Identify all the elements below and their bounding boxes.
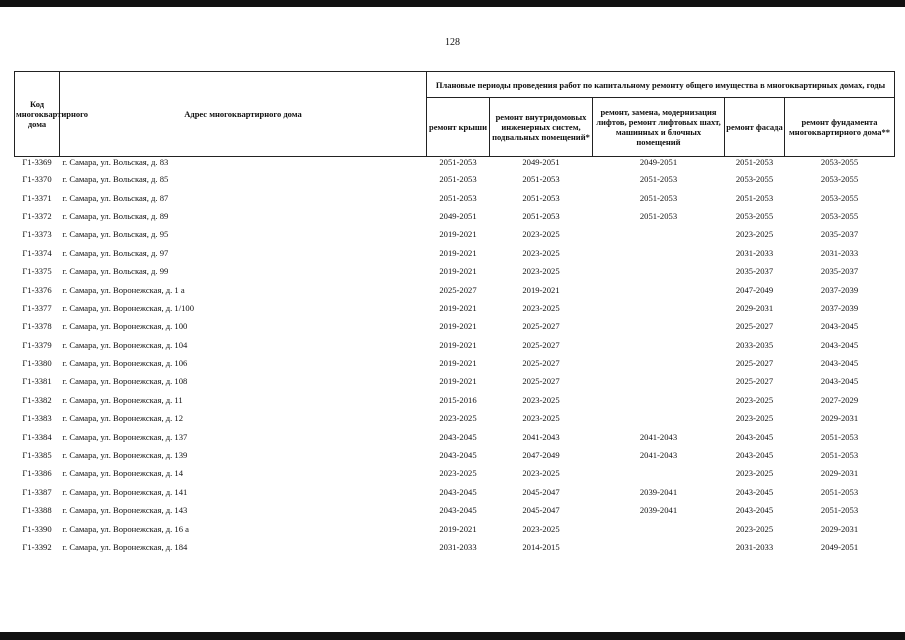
address-cell: г. Самара, ул. Воронежская, д. 143 <box>62 505 188 516</box>
code-cell: Г1-3390 <box>22 523 52 534</box>
foundation-cell: 2049-2051 <box>820 542 859 552</box>
lifts-cell <box>593 409 725 427</box>
header-lifts-repair: ремонт, замена, модернизация лифтов, ремонт лифтовых шахт, машинных и блочных помещений <box>593 98 725 157</box>
lifts-cell <box>593 299 725 317</box>
systems-cell: 2025-2027 <box>522 321 560 332</box>
code-cell: Г1-3386 <box>22 468 52 479</box>
table-row <box>15 501 895 519</box>
address-cell: г. Самара, ул. Воронежская, д. 106 <box>62 358 188 369</box>
lifts-cell: 2041-2043 <box>639 450 678 461</box>
table-row <box>15 157 895 171</box>
table-body <box>15 157 895 557</box>
lifts-cell: 2051-2053 <box>639 210 678 221</box>
systems-cell: 2023-2025 <box>522 413 560 424</box>
address-cell: г. Самара, ул. Воронежская, д. 184 <box>62 542 188 552</box>
roof-cell: 2043-2045 <box>439 486 477 497</box>
foundation-cell: 2043-2045 <box>820 358 859 369</box>
lifts-cell <box>593 464 725 482</box>
facade-cell: 2043-2045 <box>735 450 774 461</box>
lifts-cell <box>593 354 725 372</box>
roof-cell: 2031-2033 <box>439 542 477 552</box>
address-cell: г. Самара, ул. Воронежская, д. 16 а <box>62 523 189 534</box>
systems-cell: 2023-2025 <box>522 468 560 479</box>
roof-cell: 2023-2025 <box>439 413 477 424</box>
facade-cell: 2025-2027 <box>735 321 774 332</box>
facade-cell: 2047-2049 <box>735 284 774 295</box>
roof-cell: 2019-2021 <box>439 376 477 387</box>
address-cell: г. Самара, ул. Воронежская, д. 100 <box>62 321 188 332</box>
systems-cell: 2045-2047 <box>522 486 560 497</box>
foundation-cell: 2051-2053 <box>820 505 859 516</box>
code-cell: Г1-3377 <box>22 302 52 313</box>
roof-cell: 2023-2025 <box>439 468 477 479</box>
table-row <box>15 409 895 427</box>
systems-cell: 2047-2049 <box>522 450 560 461</box>
code-cell: Г1-3388 <box>22 505 52 516</box>
systems-cell: 2051-2053 <box>522 210 560 221</box>
table-row <box>15 336 895 354</box>
table-row <box>15 188 895 206</box>
foundation-cell: 2029-2031 <box>820 413 859 424</box>
facade-cell: 2035-2037 <box>735 266 774 277</box>
roof-cell: 2051-2053 <box>439 174 477 185</box>
foundation-cell: 2029-2031 <box>820 523 859 534</box>
roof-cell: 2019-2021 <box>439 247 477 258</box>
roof-cell: 2015-2016 <box>439 394 477 405</box>
foundation-cell: 2031-2033 <box>820 247 859 258</box>
foundation-cell: 2043-2045 <box>820 339 859 350</box>
systems-cell: 2025-2027 <box>522 339 560 350</box>
roof-cell: 2019-2021 <box>439 321 477 332</box>
foundation-cell: 2053-2055 <box>820 192 859 203</box>
table-row <box>15 372 895 390</box>
table-row <box>15 280 895 298</box>
code-cell: Г1-3379 <box>22 339 52 350</box>
address-cell: г. Самара, ул. Воронежская, д. 1/100 <box>62 302 194 313</box>
address-cell: г. Самара, ул. Воронежская, д. 137 <box>62 431 188 442</box>
systems-cell: 2014-2015 <box>522 542 560 552</box>
facade-cell: 2043-2045 <box>735 505 774 516</box>
lifts-cell <box>593 391 725 409</box>
top-border-bar <box>0 0 905 7</box>
systems-cell: 2023-2025 <box>522 302 560 313</box>
facade-cell: 2025-2027 <box>735 376 774 387</box>
lifts-cell <box>593 372 725 390</box>
address-cell: г. Самара, ул. Вольская, д. 83 <box>62 157 169 167</box>
address-cell: г. Самара, ул. Воронежская, д. 108 <box>62 376 188 387</box>
lifts-cell <box>593 519 725 537</box>
foundation-cell: 2029-2031 <box>820 468 859 479</box>
facade-cell: 2023-2025 <box>735 523 774 534</box>
table-row <box>15 317 895 335</box>
foundation-cell: 2053-2055 <box>820 157 859 167</box>
facade-cell: 2031-2033 <box>735 247 774 258</box>
roof-cell: 2051-2053 <box>439 192 477 203</box>
foundation-cell: 2037-2039 <box>820 302 859 313</box>
foundation-cell: 2051-2053 <box>820 431 859 442</box>
code-cell: Г1-3374 <box>22 247 52 258</box>
code-cell: Г1-3387 <box>22 486 52 497</box>
roof-cell: 2049-2051 <box>439 210 477 221</box>
address-cell: г. Самара, ул. Воронежская, д. 141 <box>62 486 188 497</box>
lifts-cell: 2041-2043 <box>639 431 678 442</box>
roof-cell: 2019-2021 <box>439 266 477 277</box>
facade-cell: 2025-2027 <box>735 358 774 369</box>
address-cell: г. Самара, ул. Вольская, д. 85 <box>62 174 169 185</box>
address-cell: г. Самара, ул. Вольская, д. 89 <box>62 210 169 221</box>
foundation-cell: 2043-2045 <box>820 376 859 387</box>
table-row <box>15 483 895 501</box>
facade-cell: 2023-2025 <box>735 394 774 405</box>
header-facade-repair: ремонт фасада <box>725 98 785 157</box>
lifts-cell <box>593 317 725 335</box>
code-cell: Г1-3375 <box>22 266 52 277</box>
roof-cell: 2043-2045 <box>439 431 477 442</box>
facade-cell: 2033-2035 <box>735 339 774 350</box>
table-row <box>15 538 895 556</box>
systems-cell: 2023-2025 <box>522 247 560 258</box>
lifts-cell: 2049-2051 <box>639 157 678 167</box>
facade-cell: 2043-2045 <box>735 486 774 497</box>
address-cell: г. Самара, ул. Воронежская, д. 139 <box>62 450 188 461</box>
header-planned-periods: Плановые периоды проведения работ по капитальному ремонту общего имущества в многоквартирных домах, годы <box>427 72 895 98</box>
facade-cell: 2043-2045 <box>735 431 774 442</box>
facade-cell: 2023-2025 <box>735 413 774 424</box>
systems-cell: 2051-2053 <box>522 192 560 203</box>
code-cell: Г1-3392 <box>22 542 52 552</box>
foundation-cell: 2051-2053 <box>820 486 859 497</box>
roof-cell: 2043-2045 <box>439 505 477 516</box>
capital-repair-table <box>14 71 895 556</box>
address-cell: г. Самара, ул. Воронежская, д. 14 <box>62 468 184 479</box>
page-number: 128 <box>445 37 460 48</box>
roof-cell: 2019-2021 <box>439 302 477 313</box>
systems-cell: 2025-2027 <box>522 376 560 387</box>
roof-cell: 2025-2027 <box>439 284 477 295</box>
address-cell: г. Самара, ул. Воронежская, д. 1 а <box>62 284 185 295</box>
code-cell: Г1-3383 <box>22 413 52 424</box>
table-row <box>15 225 895 243</box>
foundation-cell: 2053-2055 <box>820 210 859 221</box>
systems-cell: 2041-2043 <box>522 431 560 442</box>
table-row <box>15 207 895 225</box>
table-row <box>15 391 895 409</box>
facade-cell: 2029-2031 <box>735 302 774 313</box>
facade-cell: 2051-2053 <box>735 192 774 203</box>
code-cell: Г1-3372 <box>22 210 52 221</box>
roof-cell: 2051-2053 <box>439 157 477 167</box>
systems-cell: 2023-2025 <box>522 394 560 405</box>
lifts-cell <box>593 280 725 298</box>
code-cell: Г1-3371 <box>22 192 52 203</box>
address-cell: г. Самара, ул. Воронежская, д. 12 <box>62 413 184 424</box>
code-cell: Г1-3369 <box>22 157 52 167</box>
address-cell: г. Самара, ул. Вольская, д. 99 <box>62 266 169 277</box>
foundation-cell: 2051-2053 <box>820 450 859 461</box>
table-row <box>15 427 895 445</box>
facade-cell: 2023-2025 <box>735 229 774 240</box>
code-cell: Г1-3378 <box>22 321 52 332</box>
lifts-cell: 2039-2041 <box>639 486 678 497</box>
roof-cell: 2019-2021 <box>439 229 477 240</box>
foundation-cell: 2053-2055 <box>820 174 859 185</box>
table-row <box>15 519 895 537</box>
code-cell: Г1-3381 <box>22 376 52 387</box>
roof-cell: 2043-2045 <box>439 450 477 461</box>
code-cell: Г1-3376 <box>22 284 52 295</box>
table-row <box>15 262 895 280</box>
header-code: Код многоквартирного дома <box>15 72 60 157</box>
foundation-cell: 2037-2039 <box>820 284 859 295</box>
systems-cell: 2051-2053 <box>522 174 560 185</box>
lifts-cell <box>593 336 725 354</box>
table-row <box>15 299 895 317</box>
code-cell: Г1-3385 <box>22 450 52 461</box>
table-row <box>15 244 895 262</box>
table-row <box>15 170 895 188</box>
address-cell: г. Самара, ул. Вольская, д. 95 <box>62 229 169 240</box>
lifts-cell: 2039-2041 <box>639 505 678 516</box>
code-cell: Г1-3373 <box>22 229 52 240</box>
facade-cell: 2051-2053 <box>735 157 774 167</box>
address-cell: г. Самара, ул. Вольская, д. 97 <box>62 247 169 258</box>
facade-cell: 2023-2025 <box>735 468 774 479</box>
code-cell: Г1-3370 <box>22 174 52 185</box>
address-cell: г. Самара, ул. Вольская, д. 87 <box>62 192 169 203</box>
table-row <box>15 446 895 464</box>
lifts-cell <box>593 262 725 280</box>
roof-cell: 2019-2021 <box>439 339 477 350</box>
facade-cell: 2031-2033 <box>735 542 774 552</box>
header-foundation-repair: ремонт фундамента многоквартирного дома** <box>785 98 895 157</box>
systems-cell: 2023-2025 <box>522 229 560 240</box>
code-cell: Г1-3380 <box>22 358 52 369</box>
lifts-cell: 2051-2053 <box>639 192 678 203</box>
header-address: Адрес многоквартирного дома <box>60 72 427 157</box>
address-cell: г. Самара, ул. Воронежская, д. 104 <box>62 339 188 350</box>
systems-cell: 2049-2051 <box>522 157 560 167</box>
systems-cell: 2025-2027 <box>522 358 560 369</box>
systems-cell: 2045-2047 <box>522 505 560 516</box>
table-row <box>15 354 895 372</box>
lifts-cell <box>593 225 725 243</box>
bottom-border-bar <box>0 632 905 640</box>
roof-cell: 2019-2021 <box>439 358 477 369</box>
foundation-cell: 2043-2045 <box>820 321 859 332</box>
code-cell: Г1-3382 <box>22 394 52 405</box>
address-cell: г. Самара, ул. Воронежская, д. 11 <box>62 394 183 405</box>
systems-cell: 2023-2025 <box>522 523 560 534</box>
header-engineering-systems: ремонт внутридомовых инженерных систем, подвальных помещений* <box>490 98 593 157</box>
facade-cell: 2053-2055 <box>735 210 774 221</box>
facade-cell: 2053-2055 <box>735 174 774 185</box>
systems-cell: 2019-2021 <box>522 284 560 295</box>
header-roof-repair: ремонт крыши <box>427 98 490 157</box>
lifts-cell <box>593 538 725 556</box>
code-cell: Г1-3384 <box>22 431 52 442</box>
lifts-cell <box>593 244 725 262</box>
foundation-cell: 2027-2029 <box>820 394 859 405</box>
roof-cell: 2019-2021 <box>439 523 477 534</box>
foundation-cell: 2035-2037 <box>820 266 859 277</box>
table-row <box>15 464 895 482</box>
lifts-cell: 2051-2053 <box>639 174 678 185</box>
systems-cell: 2023-2025 <box>522 266 560 277</box>
foundation-cell: 2035-2037 <box>820 229 859 240</box>
